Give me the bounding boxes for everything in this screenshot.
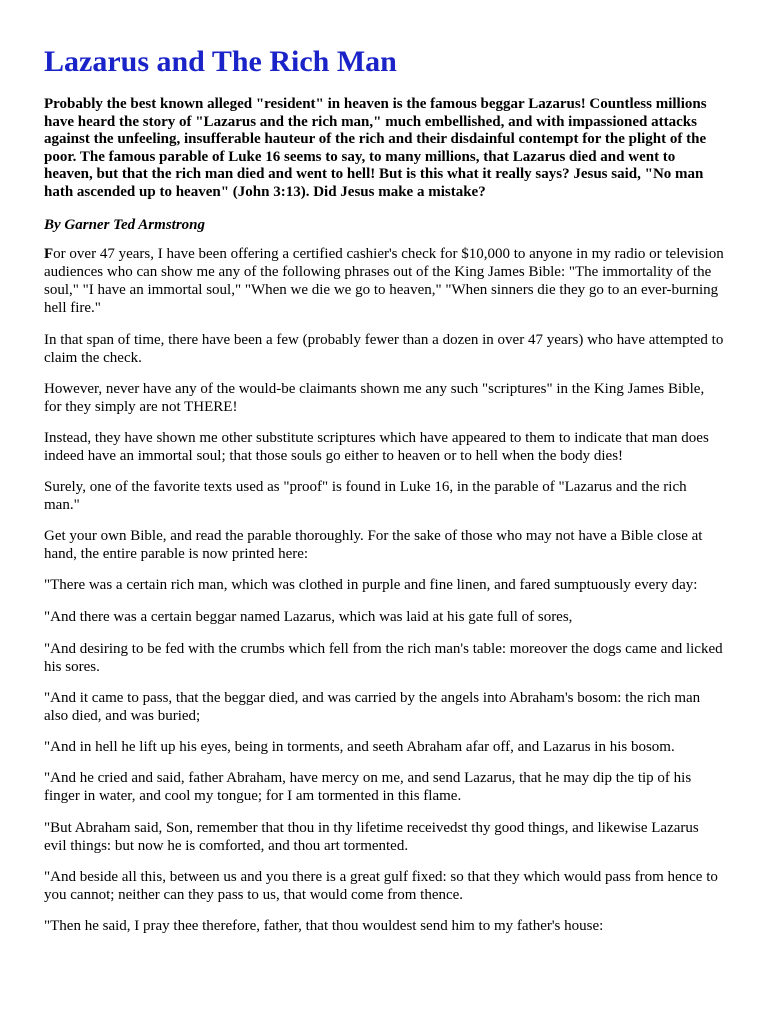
- verse-5: "And in hell he lift up his eyes, being in torments, and seeth Abraham afar off, and Lazarus in his bosom.: [44, 739, 675, 755]
- verse-7: "But Abraham said, Son, remember that thou in thy lifetime receivedst thy good things, and likewise Lazarus evil things: but now he is comforted, and thou art tormented.: [44, 820, 699, 854]
- paragraph-1: [44, 245, 724, 317]
- drop-letter: F: [44, 246, 54, 262]
- paragraph-2: In that span of time, there have been a few (probably fewer than a dozen in over 47 years) who have attempted to claim the check.: [44, 332, 724, 366]
- paragraph-3: However, never have any of the would-be claimants shown me any such "scriptures" in the King James Bible, for they simply are not THERE!: [44, 381, 705, 415]
- page-title: Lazarus and The Rich Man: [44, 45, 397, 78]
- verse-3: "And desiring to be fed with the crumbs which fell from the rich man's table: moreover the dogs came and licked his sores.: [44, 641, 723, 675]
- paragraph-1-text: or over 47 years, I have been offering a certified cashier's check for $10,000 to anyone in my radio or television audiences who can show me any of the following phrases out of the King James Bible: "The immortality of the soul," "I have an immortal soul," "When we die we go to heaven," "When sinners die they go to an ever-burning hell fire.": [44, 246, 724, 316]
- verse-8: "And beside all this, between us and you there is a great gulf fixed: so that they which would pass from hence to you cannot; neither can they pass to us, that would come from thence.: [44, 869, 718, 903]
- paragraph-4: Instead, they have shown me other substitute scriptures which have appeared to them to indicate that man does indeed have an immortal soul; that those souls go either to heaven or to hell when the body dies!: [44, 430, 709, 464]
- verse-6: "And he cried and said, father Abraham, have mercy on me, and send Lazarus, that he may dip the tip of his finger in water, and cool my tongue; for I am tormented in this flame.: [44, 770, 692, 804]
- verse-4: "And it came to pass, that the beggar died, and was carried by the angels into Abraham's bosom: the rich man also died, and was buried;: [44, 690, 701, 724]
- verse-9: "Then he said, I pray thee therefore, father, that thou wouldest send him to my father's house:: [44, 918, 604, 934]
- lead-paragraph: Probably the best known alleged "resident" in heaven is the famous beggar Lazarus! Countless millions have heard the story of "Lazarus and the rich man," much embellished, and with impassioned attacks against the unfeeling, insufferable hauteur of the rich and their disdainful contempt for the plight of the poor. The famous parable of Luke 16 seems to say, to many millions, that Lazarus died and went to heaven, but that the rich man died and went to hell! But is this what it really says? Jesus said, "No man hath ascended up to heaven" (John 3:13). Did Jesus make a mistake?: [44, 96, 707, 200]
- byline: By Garner Ted Armstrong: [44, 217, 206, 233]
- paragraph-6: Get your own Bible, and read the parable thoroughly. For the sake of those who may not have a Bible close at hand, the entire parable is now printed here:: [44, 528, 703, 562]
- verse-2: "And there was a certain beggar named Lazarus, which was laid at his gate full of sores,: [44, 609, 573, 625]
- paragraph-5: Surely, one of the favorite texts used as "proof" is found in Luke 16, in the parable of "Lazarus and the rich man.": [44, 479, 687, 513]
- verse-1: "There was a certain rich man, which was clothed in purple and fine linen, and fared sumptuously every day:: [44, 577, 698, 593]
